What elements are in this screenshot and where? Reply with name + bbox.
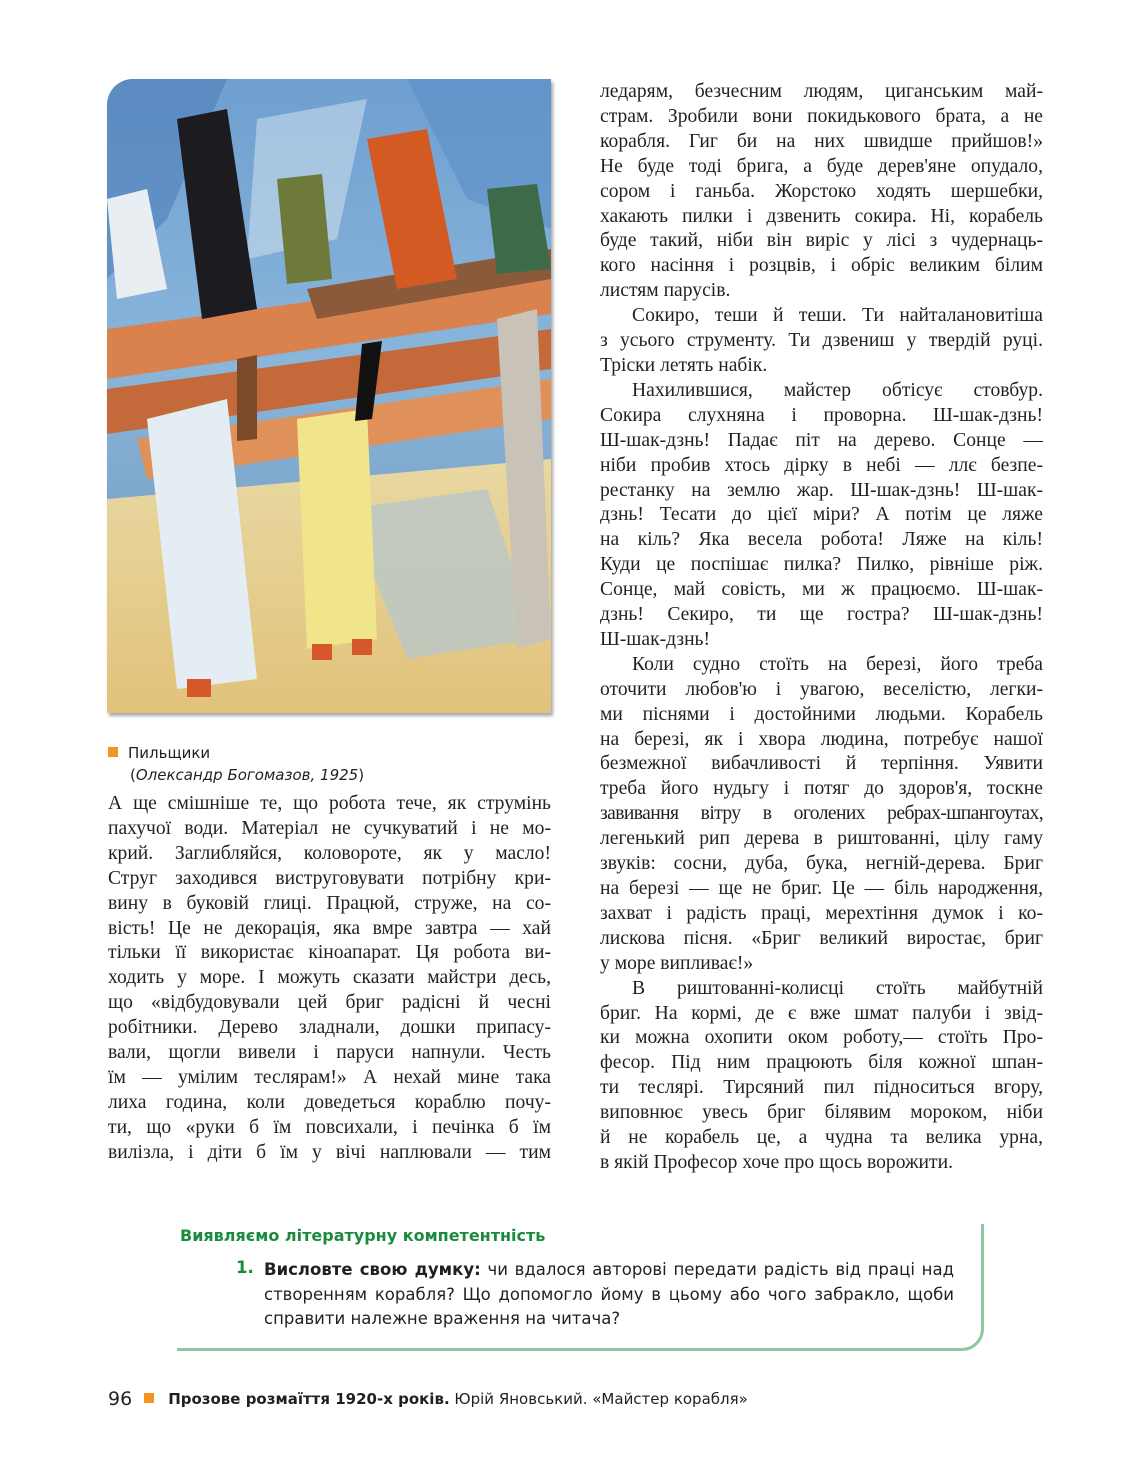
text-line: з усього струменту. Ти дзвениш у твердій руці. <box>600 330 1043 352</box>
text-line: й не корабель це, а чудна та велика урна, <box>600 1127 1043 1149</box>
text-line: Нахилившися, майстер обтісує стовбур. <box>632 379 1043 401</box>
text-line: завивання вітру в оголених ребрах-шпангоутах, <box>600 803 1043 825</box>
text-line: тільки її використає кіноапарат. Ця робота ви- <box>108 942 551 964</box>
text-line: вину в буковій глиці. Працюй, струже, на со- <box>108 892 551 914</box>
text-line: Сонце, май совість, ми ж працюємо. Ш-шак- <box>600 579 1043 601</box>
footer-section: Прозове розмаїття 1920-х років. <box>168 1390 450 1408</box>
text-line: ніби пробив хтось дірку в небі — ллє безпе- <box>600 454 1043 476</box>
question-line: справити належне враження на читача? <box>264 1309 621 1328</box>
text-line: треба його нудьгу і потяг до здоров'я, тоскне <box>600 778 1043 800</box>
text-line: хакають пилки і дзвенить сокира. Ні, корабель <box>600 205 1043 227</box>
text-line: вість! Це не декорація, яка вмре завтра — хай <box>108 917 551 939</box>
painting-illustration <box>107 79 551 713</box>
question-line: чи вдалося авторові передати радість від праці над <box>480 1260 954 1279</box>
text-line: лиха година, коли доведеться кораблю почу- <box>108 1091 551 1113</box>
text-line: ми піснями і достойними людьми. Корабель <box>600 703 1043 725</box>
text-line: дзнь! Тесати до цієї міри? А потім це ляже <box>600 504 1043 526</box>
footer-work: Юрій Яновський. «Майстер корабля» <box>449 1390 748 1408</box>
text-line: звуків: сосни, дуба, бука, негній-дерева. Бриг <box>600 853 1043 875</box>
text-line: страм. Зробили вони покидькового брата, а не <box>600 105 1043 127</box>
text-line: лискова пісня. «Бриг великий виростає, бриг <box>600 927 1043 949</box>
text-line: Коли судно стоїть на березі, його треба <box>632 653 1043 675</box>
text-line: легенький рип дерева в риштованні, цілу гаму <box>600 828 1043 850</box>
paragraph <box>600 304 1043 379</box>
text-line: Куди це поспішає пилка? Пилко, рівніше ріж. <box>600 554 1043 576</box>
text-line: у море випливає!» <box>600 952 754 974</box>
text-line: буде такий, ніби він виріс у лісі з чудернаць- <box>600 230 1043 252</box>
page-number: 96 <box>108 1388 133 1410</box>
text-line: ки можна охопити оком роботу,— стоїть Про- <box>600 1027 1043 1049</box>
text-line: ледарям, безчесним людям, циганським май- <box>600 81 1043 102</box>
text-line: безмежної вибачливості й терпіння. Уявити <box>600 753 1043 775</box>
text-line: на березі, як і хвора людина, потребує нашої <box>600 728 1043 750</box>
text-line: корабля. Гиг би на них швидше прийшов!» <box>600 130 1043 152</box>
text-line: фесор. Під ним працюють біля кожної шпан- <box>600 1052 1043 1074</box>
text-line: дзнь! Секиро, ти ще гостра? Ш-шак-дзнь! <box>600 604 1043 626</box>
text-line: Сокиро, теши й теши. Ти найталановитіша <box>632 305 1043 327</box>
right-text-column <box>600 80 1043 1176</box>
orange-bullet-icon <box>108 747 118 757</box>
painting-title: Пильщики <box>128 744 211 762</box>
text-line: сором і ганьба. Жорстоко ходять шершебки, <box>600 180 1043 202</box>
left-text-column <box>108 792 551 1166</box>
text-line: Тріски летять набік. <box>600 354 768 376</box>
page-footer <box>108 1388 748 1410</box>
text-line: їм — умілим теслярам!» А нехай мине така <box>108 1066 551 1088</box>
question-text <box>264 1258 954 1332</box>
text-line: Ш-шак-дзнь! Падає піт на дерево. Сонце — <box>600 429 1043 451</box>
text-line: кого насіння і розцвів, і обріс великим білим <box>600 255 1043 277</box>
text-line: в якій Професор хоче про щось ворожити. <box>600 1151 953 1173</box>
text-line: Сокира слухняна і проворна. Ш-шак-дзнь! <box>600 404 1043 426</box>
text-line: крий. Заглибляйся, коловороте, як у масло! <box>108 842 551 864</box>
text-line: ходить у море. І можуть сказати майстри десь, <box>108 967 551 989</box>
question-number: 1. <box>236 1258 254 1277</box>
text-line: ти, що «руки б їм повсихали, і печінка б їм <box>108 1116 551 1138</box>
text-line: виповнює увесь бриг білявим мороком, ніби <box>600 1102 1043 1124</box>
text-line: Не буде тоді брига, а буде дерев'яне опудало, <box>600 155 1043 177</box>
orange-square-icon <box>144 1393 154 1403</box>
text-line: що «відбудовували цей бриг радісні й чесні <box>108 992 551 1014</box>
paragraph <box>600 379 1043 653</box>
text-line: вали, щогли вивели і паруси напнули. Честь <box>108 1042 551 1064</box>
text-line: В риштованні-колисці стоїть майбутній <box>632 977 1043 999</box>
text-line: на кіль? Яка весела робота! Ляже на кіль! <box>600 529 1043 551</box>
question-lead: Висловте свою думку: <box>264 1260 481 1279</box>
painting-caption: Пильщики (Олександр Богомазов, 1925) <box>108 742 364 786</box>
paragraph <box>600 977 1043 1176</box>
text-line: на березі — ще не бриг. Це — біль народження, <box>600 878 1043 899</box>
question-line: створенням корабля? Що допомогло йому в цьому або чого забракло, щоби <box>264 1284 954 1304</box>
text-line: вилізла, і діти б їм у вічі наплювали — тим <box>108 1141 551 1163</box>
text-line: пахучої води. Матеріал не сучкуватий і не мо- <box>108 817 551 839</box>
text-line: захват і радість праці, мерехтіння думок і ко- <box>600 902 1043 924</box>
painting-year: 1925 <box>320 766 359 784</box>
text-line: бриг. На кормі, де є вже шмат палуби і звід- <box>600 1002 1043 1024</box>
text-line: ти теслярі. Тирсяний пил підноситься вгору, <box>600 1077 1043 1099</box>
text-line: робітники. Дерево зладнали, дошки припасу- <box>108 1017 551 1039</box>
text-line: листям парусів. <box>600 280 731 302</box>
text-line: рестанку на землю жар. Ш-шак-дзнь! Ш-шак- <box>600 479 1043 501</box>
paragraph <box>600 80 1043 304</box>
text-line: Струг заходився виструговувати потрібну кри- <box>108 867 551 889</box>
text-line: Ш-шак-дзнь! <box>600 628 711 650</box>
painting-author: Олександр Богомазов <box>135 766 311 784</box>
question-block-title: Виявляємо літературну компетентність <box>180 1226 546 1245</box>
text-line: оточити любов'ю і увагою, веселістю, легки- <box>600 678 1043 700</box>
text-line: А ще смішніше те, що робота тече, як струмінь <box>108 793 551 814</box>
paragraph <box>600 653 1043 977</box>
